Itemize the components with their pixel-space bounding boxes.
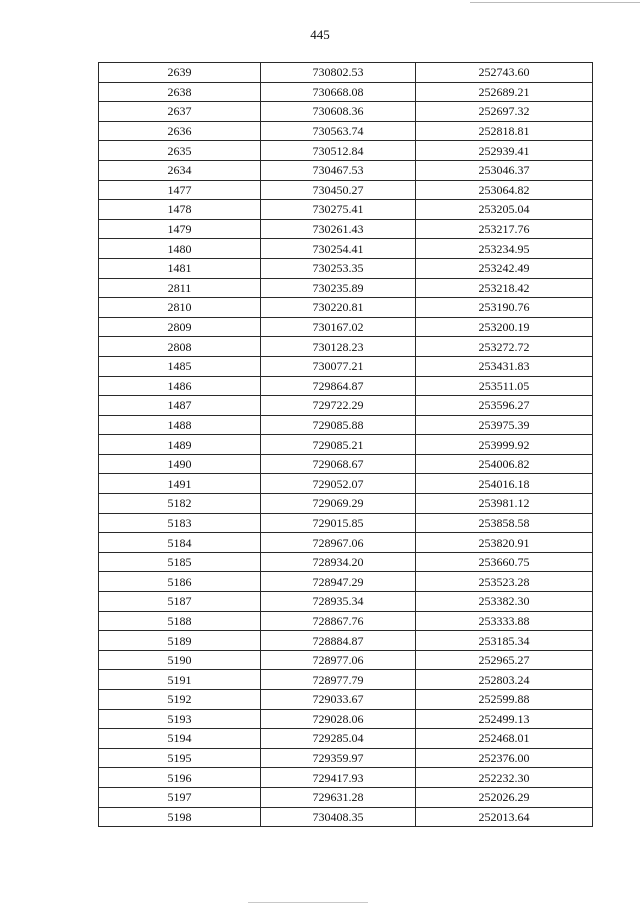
table-row (99, 435, 593, 455)
x-coordinate-cell: 729033.67 (261, 690, 416, 710)
y-coordinate-cell: 253217.76 (416, 219, 593, 239)
y-coordinate-cell: 254016.18 (416, 474, 593, 494)
x-coordinate-cell: 729052.07 (261, 474, 416, 494)
point-number-cell: 5195 (99, 748, 261, 768)
x-coordinate-cell: 730802.53 (261, 63, 416, 83)
bottom-edge-rule (248, 902, 368, 903)
y-coordinate-cell: 252689.21 (416, 82, 593, 102)
table-row (99, 533, 593, 553)
table-row (99, 121, 593, 141)
x-coordinate-cell: 729285.04 (261, 729, 416, 749)
point-number-cell: 1490 (99, 454, 261, 474)
point-number-cell: 2638 (99, 82, 261, 102)
x-coordinate-cell: 730220.81 (261, 298, 416, 318)
table-row (99, 494, 593, 514)
y-coordinate-cell: 253523.28 (416, 572, 593, 592)
y-coordinate-cell: 252026.29 (416, 787, 593, 807)
point-number-cell: 5184 (99, 533, 261, 553)
x-coordinate-cell: 728977.06 (261, 650, 416, 670)
point-number-cell: 1485 (99, 356, 261, 376)
y-coordinate-cell: 253190.76 (416, 298, 593, 318)
point-number-cell: 2808 (99, 337, 261, 357)
table-row (99, 690, 593, 710)
point-number-cell: 2809 (99, 317, 261, 337)
y-coordinate-cell: 253205.04 (416, 200, 593, 220)
point-number-cell: 1481 (99, 258, 261, 278)
x-coordinate-cell: 730128.23 (261, 337, 416, 357)
point-number-cell: 5193 (99, 709, 261, 729)
table-row (99, 160, 593, 180)
x-coordinate-cell: 730275.41 (261, 200, 416, 220)
table-row (99, 768, 593, 788)
table-row (99, 200, 593, 220)
x-coordinate-cell: 730467.53 (261, 160, 416, 180)
page-number: 445 (310, 27, 330, 42)
table-row (99, 278, 593, 298)
x-coordinate-cell: 730450.27 (261, 180, 416, 200)
y-coordinate-cell: 252965.27 (416, 650, 593, 670)
y-coordinate-cell: 253999.92 (416, 435, 593, 455)
point-number-cell: 1491 (99, 474, 261, 494)
table-row (99, 631, 593, 651)
table-row (99, 513, 593, 533)
y-coordinate-cell: 253200.19 (416, 317, 593, 337)
table-row (99, 356, 593, 376)
point-number-cell: 2634 (99, 160, 261, 180)
y-coordinate-cell: 252697.32 (416, 102, 593, 122)
table-row (99, 219, 593, 239)
point-number-cell: 5196 (99, 768, 261, 788)
y-coordinate-cell: 252376.00 (416, 748, 593, 768)
point-number-cell: 1478 (99, 200, 261, 220)
y-coordinate-cell: 253046.37 (416, 160, 593, 180)
table-row (99, 474, 593, 494)
x-coordinate-cell: 730512.84 (261, 141, 416, 161)
x-coordinate-cell: 729085.88 (261, 415, 416, 435)
table-row (99, 180, 593, 200)
table-row (99, 729, 593, 749)
y-coordinate-cell: 252939.41 (416, 141, 593, 161)
x-coordinate-cell: 729069.29 (261, 494, 416, 514)
point-number-cell: 5190 (99, 650, 261, 670)
y-coordinate-cell: 253981.12 (416, 494, 593, 514)
x-coordinate-cell: 730235.89 (261, 278, 416, 298)
y-coordinate-cell: 253272.72 (416, 337, 593, 357)
table-row (99, 63, 593, 83)
x-coordinate-cell: 730254.41 (261, 239, 416, 259)
x-coordinate-cell: 729631.28 (261, 787, 416, 807)
point-number-cell: 2635 (99, 141, 261, 161)
y-coordinate-cell: 253975.39 (416, 415, 593, 435)
x-coordinate-cell: 728967.06 (261, 533, 416, 553)
point-number-cell: 2810 (99, 298, 261, 318)
x-coordinate-cell: 728934.20 (261, 552, 416, 572)
y-coordinate-cell: 253185.34 (416, 631, 593, 651)
table-row (99, 415, 593, 435)
x-coordinate-cell: 730261.43 (261, 219, 416, 239)
x-coordinate-cell: 728935.34 (261, 592, 416, 612)
y-coordinate-cell: 252468.01 (416, 729, 593, 749)
x-coordinate-cell: 729722.29 (261, 396, 416, 416)
x-coordinate-cell: 730077.21 (261, 356, 416, 376)
y-coordinate-cell: 253218.42 (416, 278, 593, 298)
y-coordinate-cell: 253431.83 (416, 356, 593, 376)
y-coordinate-cell: 253660.75 (416, 552, 593, 572)
x-coordinate-cell: 730253.35 (261, 258, 416, 278)
table-row (99, 670, 593, 690)
point-number-cell: 1486 (99, 376, 261, 396)
point-number-cell: 5192 (99, 690, 261, 710)
x-coordinate-cell: 729085.21 (261, 435, 416, 455)
point-number-cell: 5191 (99, 670, 261, 690)
point-number-cell: 2639 (99, 63, 261, 83)
point-number-cell: 5194 (99, 729, 261, 749)
y-coordinate-cell: 253064.82 (416, 180, 593, 200)
y-coordinate-cell: 252499.13 (416, 709, 593, 729)
point-number-cell: 1480 (99, 239, 261, 259)
y-coordinate-cell: 253820.91 (416, 533, 593, 553)
table-row (99, 650, 593, 670)
point-number-cell: 5185 (99, 552, 261, 572)
table-row (99, 239, 593, 259)
point-number-cell: 1487 (99, 396, 261, 416)
coordinates-table (98, 62, 593, 827)
x-coordinate-cell: 729359.97 (261, 748, 416, 768)
y-coordinate-cell: 252232.30 (416, 768, 593, 788)
x-coordinate-cell: 728884.87 (261, 631, 416, 651)
point-number-cell: 2811 (99, 278, 261, 298)
table-row (99, 337, 593, 357)
top-edge-rule (470, 2, 640, 3)
x-coordinate-cell: 729864.87 (261, 376, 416, 396)
y-coordinate-cell: 253234.95 (416, 239, 593, 259)
y-coordinate-cell: 252803.24 (416, 670, 593, 690)
y-coordinate-cell: 254006.82 (416, 454, 593, 474)
x-coordinate-cell: 729068.67 (261, 454, 416, 474)
x-coordinate-cell: 728867.76 (261, 611, 416, 631)
y-coordinate-cell: 253333.88 (416, 611, 593, 631)
point-number-cell: 1488 (99, 415, 261, 435)
table-row (99, 298, 593, 318)
y-coordinate-cell: 252013.64 (416, 807, 593, 827)
x-coordinate-cell: 729417.93 (261, 768, 416, 788)
point-number-cell: 5197 (99, 787, 261, 807)
x-coordinate-cell: 730167.02 (261, 317, 416, 337)
x-coordinate-cell: 730668.08 (261, 82, 416, 102)
point-number-cell: 5183 (99, 513, 261, 533)
table-row (99, 748, 593, 768)
point-number-cell: 1489 (99, 435, 261, 455)
y-coordinate-cell: 252818.81 (416, 121, 593, 141)
x-coordinate-cell: 729015.85 (261, 513, 416, 533)
table-row (99, 592, 593, 612)
y-coordinate-cell: 253242.49 (416, 258, 593, 278)
point-number-cell: 5188 (99, 611, 261, 631)
table-row (99, 552, 593, 572)
table-row (99, 141, 593, 161)
table-row (99, 611, 593, 631)
x-coordinate-cell: 730408.35 (261, 807, 416, 827)
y-coordinate-cell: 253382.30 (416, 592, 593, 612)
table-row (99, 102, 593, 122)
y-coordinate-cell: 252743.60 (416, 63, 593, 83)
table-row (99, 82, 593, 102)
point-number-cell: 5189 (99, 631, 261, 651)
point-number-cell: 1479 (99, 219, 261, 239)
point-number-cell: 5182 (99, 494, 261, 514)
point-number-cell: 5186 (99, 572, 261, 592)
y-coordinate-cell: 253858.58 (416, 513, 593, 533)
x-coordinate-cell: 728977.79 (261, 670, 416, 690)
table-row (99, 454, 593, 474)
table-row (99, 709, 593, 729)
x-coordinate-cell: 730608.36 (261, 102, 416, 122)
coordinates-table-body (99, 63, 593, 827)
y-coordinate-cell: 253511.05 (416, 376, 593, 396)
y-coordinate-cell: 252599.88 (416, 690, 593, 710)
table-row (99, 396, 593, 416)
point-number-cell: 2636 (99, 121, 261, 141)
table-row (99, 787, 593, 807)
point-number-cell: 2637 (99, 102, 261, 122)
table-row (99, 572, 593, 592)
table-row (99, 258, 593, 278)
x-coordinate-cell: 728947.29 (261, 572, 416, 592)
table-row (99, 807, 593, 827)
x-coordinate-cell: 729028.06 (261, 709, 416, 729)
point-number-cell: 5187 (99, 592, 261, 612)
point-number-cell: 5198 (99, 807, 261, 827)
table-row (99, 317, 593, 337)
point-number-cell: 1477 (99, 180, 261, 200)
y-coordinate-cell: 253596.27 (416, 396, 593, 416)
x-coordinate-cell: 730563.74 (261, 121, 416, 141)
table-row (99, 376, 593, 396)
